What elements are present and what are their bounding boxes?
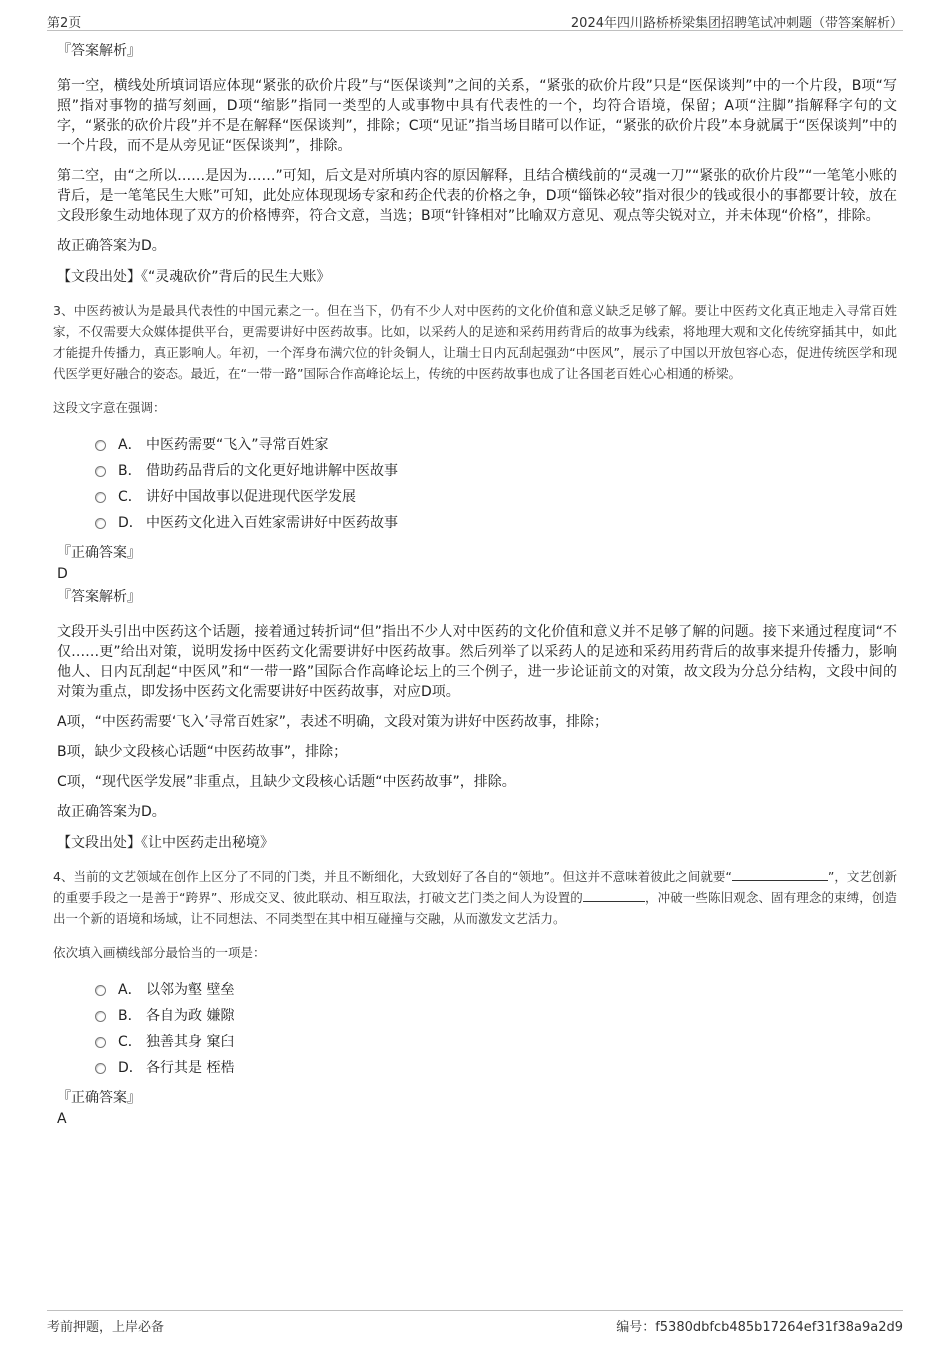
radio-icon[interactable]	[95, 492, 106, 503]
option-c[interactable]: C． 讲好中国故事以促进现代医学发展	[95, 484, 897, 510]
option-text: 讲好中国故事以促进现代医学发展	[146, 489, 356, 505]
correct-answer-heading: 『正确答案』	[57, 1090, 141, 1106]
radio-icon[interactable]	[95, 1037, 106, 1048]
page-footer	[47, 1310, 903, 1333]
option-text: 以邻为壑 壁垒	[146, 982, 235, 998]
option-text: 借助药品背后的文化更好地讲解中医故事	[146, 463, 398, 479]
option-b[interactable]: B． 借助药品背后的文化更好地讲解中医故事	[95, 458, 897, 484]
fill-blank	[732, 868, 828, 881]
analysis-paragraph: 第一空，横线处所填词语应体现“紧张的砍价片段”与“医保谈判”之间的关系，“紧张的砍价片段”只是“医保谈判”中的一个片段，B项“写照”指对事物的描写刻画，D项“缩影”指同一类型的人或事物中具有代表性的一个，均符合语境，保留；A项“注脚”指解释字句的文字，“紧张的砍价片段”并不是在解释“医保谈判”，排除；C项“见证”指当场目睹可以作证，“紧张的砍价片段”本身就属于“医保谈判”中的一个片段，而不是从旁见证“医保谈判”，排除。	[57, 78, 897, 154]
radio-icon[interactable]	[95, 1063, 106, 1074]
document-title: 2024年四川路桥桥梁集团招聘笔试冲刺题（带答案解析）	[570, 16, 903, 31]
analysis-paragraph: B项，缺少文段核心话题“中医药故事”，排除；	[57, 744, 348, 760]
radio-icon[interactable]	[95, 985, 106, 996]
passage-source: 【文段出处】《“灵魂砍价”背后的民生大账》	[57, 269, 331, 285]
option-d[interactable]: D． 各行其是 桎梏	[95, 1055, 897, 1081]
page-number: 第2页	[47, 16, 82, 31]
footer-slogan: 考前押题，上岸必备	[47, 1320, 165, 1335]
analysis-paragraph: C项，“现代医学发展”非重点，且缺少文段核心话题“中医药故事”，排除。	[57, 774, 516, 790]
option-text: 各自为政 嫌隙	[146, 1008, 235, 1024]
correct-answer: D	[57, 566, 68, 582]
option-text: 独善其身 窠臼	[146, 1034, 235, 1050]
question-prompt: 这段文字意在强调：	[53, 400, 166, 415]
option-text: 中医药需要“飞入”寻常百姓家	[146, 437, 329, 453]
page-content	[53, 40, 897, 1129]
option-list	[95, 977, 897, 1081]
analysis-heading: 『答案解析』	[57, 43, 141, 59]
answer-conclusion: 故正确答案为D。	[57, 804, 166, 820]
document-id: 编号：f5380dbfcb485b17264ef31f38a9a2d9	[616, 1320, 903, 1335]
radio-icon[interactable]	[95, 466, 106, 477]
fill-blank	[583, 889, 645, 902]
correct-answer-heading: 『正确答案』	[57, 545, 141, 561]
passage-source: 【文段出处】《让中医药走出秘境》	[57, 835, 274, 851]
option-text: 各行其是 桎梏	[146, 1060, 235, 1076]
radio-icon[interactable]	[95, 518, 106, 529]
analysis-heading: 『答案解析』	[57, 589, 141, 605]
answer-conclusion: 故正确答案为D。	[57, 238, 166, 254]
question-prompt: 依次填入画横线部分最恰当的一项是：	[53, 945, 266, 960]
radio-icon[interactable]	[95, 1011, 106, 1022]
correct-answer: A	[57, 1111, 67, 1127]
question-stem: 3、中医药被认为是最具代表性的中国元素之一。但在当下，仍有不少人对中医药的文化价值和意义缺乏足够了解。要让中医药文化真正地走入寻常百姓家，不仅需要大众媒体提供平台，更需要讲好中医药故事。比如，以采药人的足迹和采药用药背后的故事为线索，将地理大观和文化传统穿插其中，如此才能提升传播力，真正影响人。年初，一个浑身布满穴位的针灸铜人，让瑞士日内瓦刮起强劲“中医风”，展示了中国以开放包容心态，促进传统医学和现代医学更好融合的姿态。最近，在“一带一路”国际合作高峰论坛上，传统的中医药故事也成了让各国老百姓心心相通的桥梁。	[53, 303, 897, 381]
option-list	[95, 432, 897, 536]
question-stem: 4、当前的文艺领域在创作上区分了不同的门类，并且不断细化，大致划好了各自的“领地”。但这并不意味着彼此之间就要“ ”，文艺创新的重要手段之一是善于“跨界”、形成交叉、彼此联动、相互取法，打破文艺门类之间人为设置的 ，冲破一些陈旧观念、固有理念的束缚，创造出一个新的语境和场域，让不同想法、不同类型在其中相互碰撞与交融，从而激发文艺活力。	[53, 869, 897, 926]
analysis-paragraph: 第二空，由“之所以……是因为……”可知，后文是对所填内容的原因解释，且结合横线前的“灵魂一刀”“紧张的砍价片段”“一笔笔小账的背后，是一笔笔民生大账”可知，此处应体现现场专家和药企代表的价格之争，D项“锱铢必较”指对很少的钱或很小的事都要计较，放在文段形象生动地体现了双方的价格博弈，符合文意，当选；B项“针锋相对”比喻双方意见、观点等尖锐对立，并未体现“价格”，排除。	[57, 168, 897, 224]
option-b[interactable]: B． 各自为政 嫌隙	[95, 1003, 897, 1029]
option-c[interactable]: C． 独善其身 窠臼	[95, 1029, 897, 1055]
question-3	[53, 300, 897, 854]
question-2-analysis	[57, 40, 897, 288]
page-header	[47, 8, 903, 31]
analysis-paragraph: 文段开头引出中医药这个话题，接着通过转折词“但”指出不少人对中医药的文化价值和意义并不足够了解的问题。接下来通过程度词“不仅……更”给出对策，说明发扬中医药文化需要讲好中医药故事。然后列举了以采药人的足迹和采药用药背后的故事来提升传播力，影响他人、日内瓦刮起“中医风”和“一带一路”国际合作高峰论坛上的三个例子，进一步论证前文的对策，故文段为分总分结构，文段中间的对策为重点，即发扬中医药文化需要讲好中医药故事，对应D项。	[57, 624, 897, 700]
option-a[interactable]: A． 以邻为壑 壁垒	[95, 977, 897, 1003]
option-text: 中医药文化进入百姓家需讲好中医药故事	[146, 515, 398, 531]
radio-icon[interactable]	[95, 440, 106, 451]
question-4	[53, 866, 897, 1129]
option-a[interactable]: A． 中医药需要“飞入”寻常百姓家	[95, 432, 897, 458]
analysis-paragraph: A项，“中医药需要‘飞入’寻常百姓家”，表述不明确，文段对策为讲好中医药故事，排除；	[57, 714, 608, 730]
option-d[interactable]: D． 中医药文化进入百姓家需讲好中医药故事	[95, 510, 897, 536]
